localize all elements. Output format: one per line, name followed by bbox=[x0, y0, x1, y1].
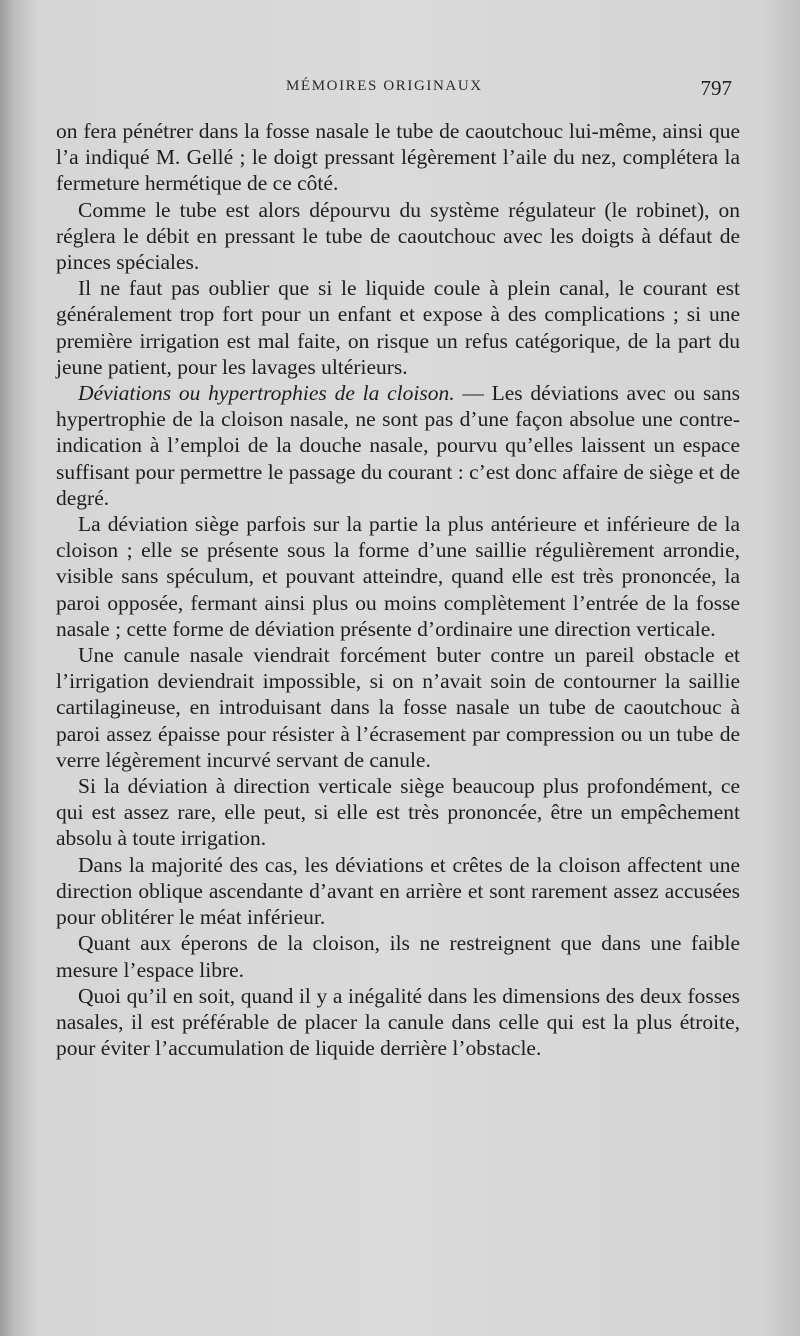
paragraph-eperons: Quant aux éperons de la cloison, ils ne restreignent que dans une faible mesure l’espace libre. bbox=[56, 931, 740, 982]
paragraph-robinet: Comme le tube est alors dépourvu du système régulateur (le robinet), on réglera le débit en pressant le tube de caoutchouc avec les doigts à défaut de pinces spéciales. bbox=[56, 197, 740, 275]
section-heading: Déviations ou hypertrophies de la cloison. bbox=[78, 381, 455, 406]
paragraph-cretes: Dans la majorité des cas, les déviations et crêtes de la cloison affectent une direction oblique ascendante d’avant en arrière et sont rarement assez accusées pour oblitérer le méat inférieur. bbox=[56, 852, 740, 930]
running-title: MÉMOIRES ORIGINAUX bbox=[286, 78, 483, 94]
paragraph-canule: Une canule nasale viendrait forcément buter contre un pareil obstacle et l’irrigation deviendrait impossible, si on n’avait soin de contourner la saillie cartilagineuse, en introduisant dans la fosse nasale un tube de caoutchouc à paroi assez épaisse pour résister à l’écrasement par compression ou un tube de verre légèrement incurvé servant de canule. bbox=[56, 643, 740, 772]
paragraph-deviation-profonde: Si la déviation à direction verticale siège beaucoup plus profondément, ce qui est assez rare, elle peut, si elle est très prononcée, être un empêchement absolu à toute irrigation. bbox=[56, 774, 740, 851]
page-header bbox=[50, 76, 740, 102]
paragraph-deviations-text: — Les déviations avec ou sans hypertrophie de la cloison nasale, ne sont pas d’une façon absolue une contre-indication à l’emploi de la douche nasale, pourvu qu’elles laissent un espace suffisant pour permettre le passage du courant : c’est donc affaire de siège et de degré. bbox=[56, 381, 740, 510]
paragraph-continuation: on fera pénétrer dans la fosse nasale le tube de caoutchouc lui-même, ainsi que l’a indiqué M. Gellé ; le doigt pressant légèrement l’aile du nez, complétera la fermeture hermétique de ce côté. bbox=[56, 119, 740, 196]
body-text bbox=[56, 118, 740, 1061]
page-number: 797 bbox=[700, 76, 732, 100]
paragraph-deviations bbox=[56, 380, 740, 511]
paragraph-courant: Il ne faut pas oublier que si le liquide coule à plein canal, le courant est généralement trop fort pour un enfant et expose à des complications ; si une première irrigation est mal faite, on risque un refus catégorique, de la part du jeune patient, pour les lavages ultérieurs. bbox=[56, 276, 740, 379]
paragraph-conclusion: Quoi qu’il en soit, quand il y a inégalité dans les dimensions des deux fosses nasales, il est préférable de placer la canule dans celle qui est la plus étroite, pour éviter l’accumulation de liquide derrière l’obstacle. bbox=[56, 983, 740, 1061]
paragraph-deviation-anterieure: La déviation siège parfois sur la partie la plus antérieure et inférieure de la cloison ; elle se présente sous la forme d’une saillie régulièrement arrondie, visible sans spéculum, et pouvant atteindre, quand elle est très prononcée, la paroi opposée, fermant ainsi plus ou moins complètement l’entrée de la fosse nasale ; cette forme de déviation présente d’ordinaire une direction verticale. bbox=[56, 512, 740, 641]
